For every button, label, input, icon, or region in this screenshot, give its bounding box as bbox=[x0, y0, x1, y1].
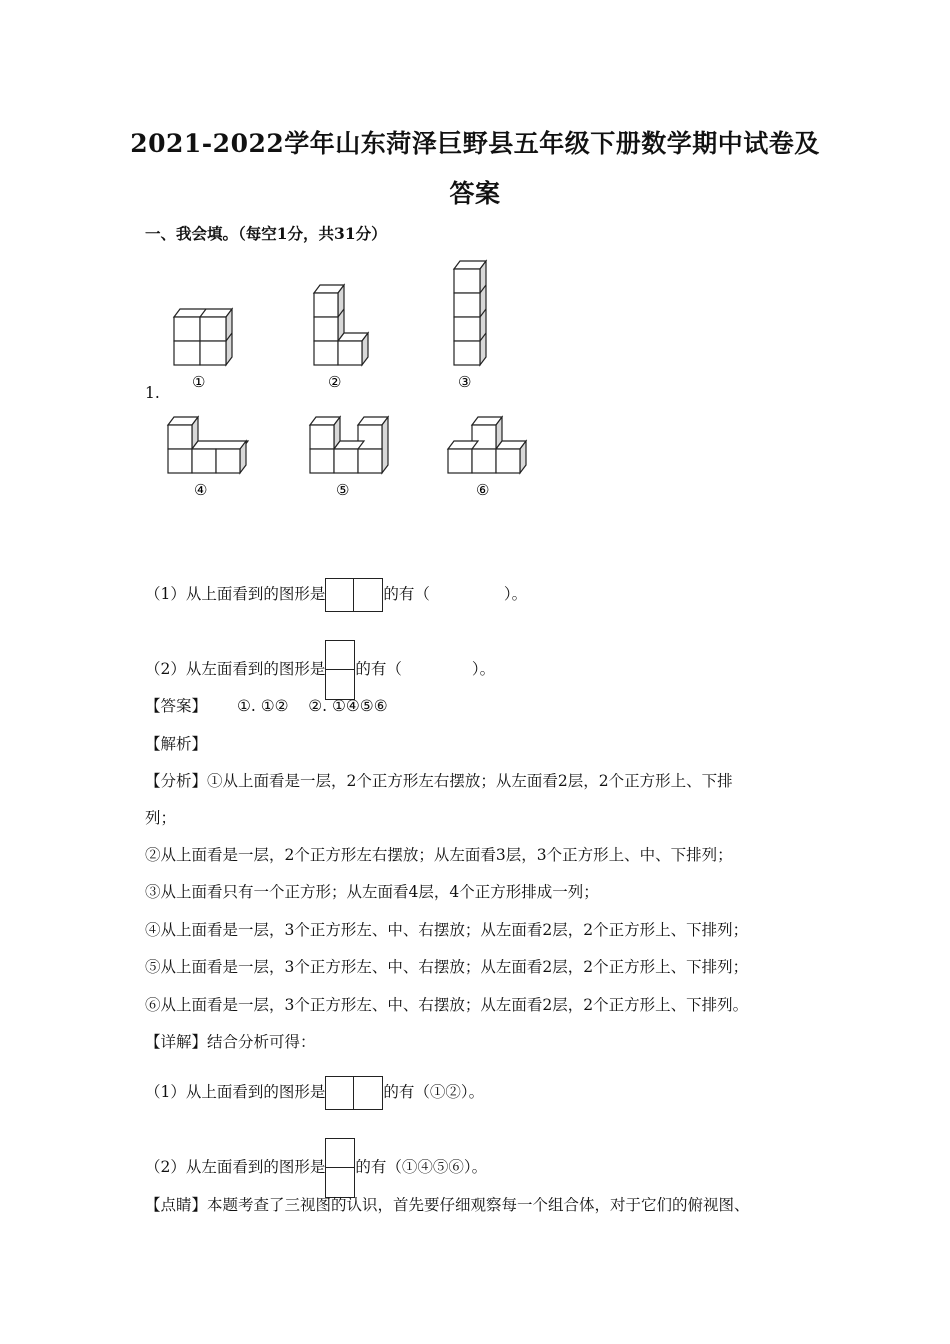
q1-part1-suffix-a: 的有（ bbox=[383, 585, 430, 603]
q1-part2 bbox=[145, 640, 495, 700]
section-heading: 一、我会填。（每空1分，共31分） bbox=[145, 224, 387, 243]
figure-label-4: ④ bbox=[194, 481, 208, 499]
left-view-shape bbox=[325, 640, 355, 700]
fenxi-line-7: ⑥从上面看是一层，3个正方形左、中、右摆放；从左面看2层，2个正方形上、下排列。 bbox=[145, 996, 749, 1014]
detail-part1 bbox=[145, 1076, 484, 1110]
detail-part1-prefix: （1）从上面看到的图形是 bbox=[145, 1083, 326, 1101]
figure-3 bbox=[454, 261, 486, 365]
figure-1 bbox=[174, 309, 232, 365]
figure-2 bbox=[314, 285, 368, 365]
fenxi-line-6: ⑤从上面看是一层，3个正方形左、中、右摆放；从左面看2层，2个正方形上、下排列； bbox=[145, 958, 749, 976]
detail-part2 bbox=[145, 1138, 487, 1198]
figure-label-3: ③ bbox=[458, 373, 472, 391]
q1-part1 bbox=[145, 578, 527, 612]
figure-6 bbox=[448, 417, 526, 473]
dianjing-text: 本题考查了三视图的认识，首先要仔细观察每一个组合体，对于它们的俯视图、 bbox=[207, 1196, 750, 1214]
fenxi-label: 【分析】 bbox=[145, 772, 208, 790]
figure-label-2: ② bbox=[328, 373, 342, 391]
q1-part2-suffix-a: 的有（ bbox=[355, 660, 402, 678]
fenxi-line-1 bbox=[145, 771, 733, 791]
detail-line bbox=[145, 1032, 316, 1052]
figure-label-5: ⑤ bbox=[336, 481, 350, 499]
fenxi-line-5: ④从上面看是一层，3个正方形左、中、右摆放；从左面看2层，2个正方形上、下排列； bbox=[145, 921, 749, 939]
dianjing-label: 【点睛】 bbox=[145, 1196, 208, 1214]
title-line-2: 答案 bbox=[449, 179, 501, 208]
fenxi-line-4: ③从上面看只有一个正方形；从左面看4层，4个正方形排成一列； bbox=[145, 883, 599, 901]
fenxi-line-2: 列； bbox=[145, 809, 177, 827]
q1-part1-prefix: （1）从上面看到的图形是 bbox=[145, 585, 326, 603]
dianjing-line bbox=[145, 1195, 750, 1215]
figure-4 bbox=[168, 417, 248, 473]
fenxi-line-3: ②从上面看是一层，2个正方形左右摆放；从左面看3层，3个正方形上、中、下排列； bbox=[145, 846, 733, 864]
fenxi-text-1: ①从上面看是一层，2个正方形左右摆放；从左面看2层，2个正方形上、下排 bbox=[207, 772, 733, 790]
detail-part1-suffix: 的有（①②）。 bbox=[383, 1083, 485, 1101]
detail-part2-prefix: （2）从左面看到的图形是 bbox=[145, 1158, 326, 1176]
detail-label: 【详解】 bbox=[145, 1033, 208, 1051]
q1-part2-suffix-b: ）。 bbox=[471, 660, 496, 678]
detail-left-view-shape bbox=[325, 1138, 355, 1198]
q1-part2-prefix: （2）从左面看到的图形是 bbox=[145, 660, 326, 678]
title-line-1: 2021-2022学年山东菏泽巨野县五年级下册数学期中试卷及 bbox=[130, 129, 820, 158]
detail-text: 结合分析可得： bbox=[207, 1033, 316, 1051]
top-view-shape bbox=[325, 578, 383, 612]
figure-label-6: ⑥ bbox=[476, 481, 490, 499]
analysis-label: 【解析】 bbox=[145, 735, 208, 753]
answer-text: ①. ①② ②. ①④⑤⑥ bbox=[237, 697, 388, 715]
detail-top-view-shape bbox=[325, 1076, 383, 1110]
cube-figures bbox=[150, 255, 550, 505]
figure-5 bbox=[310, 417, 388, 473]
q1-part1-suffix-b: ）。 bbox=[503, 585, 528, 603]
detail-part2-suffix: 的有（①④⑤⑥）。 bbox=[355, 1158, 488, 1176]
answer-label: 【答案】 bbox=[145, 697, 208, 715]
answer-line bbox=[145, 696, 388, 716]
figure-label-1: ① bbox=[192, 373, 206, 391]
question-number: 1. bbox=[145, 384, 160, 402]
